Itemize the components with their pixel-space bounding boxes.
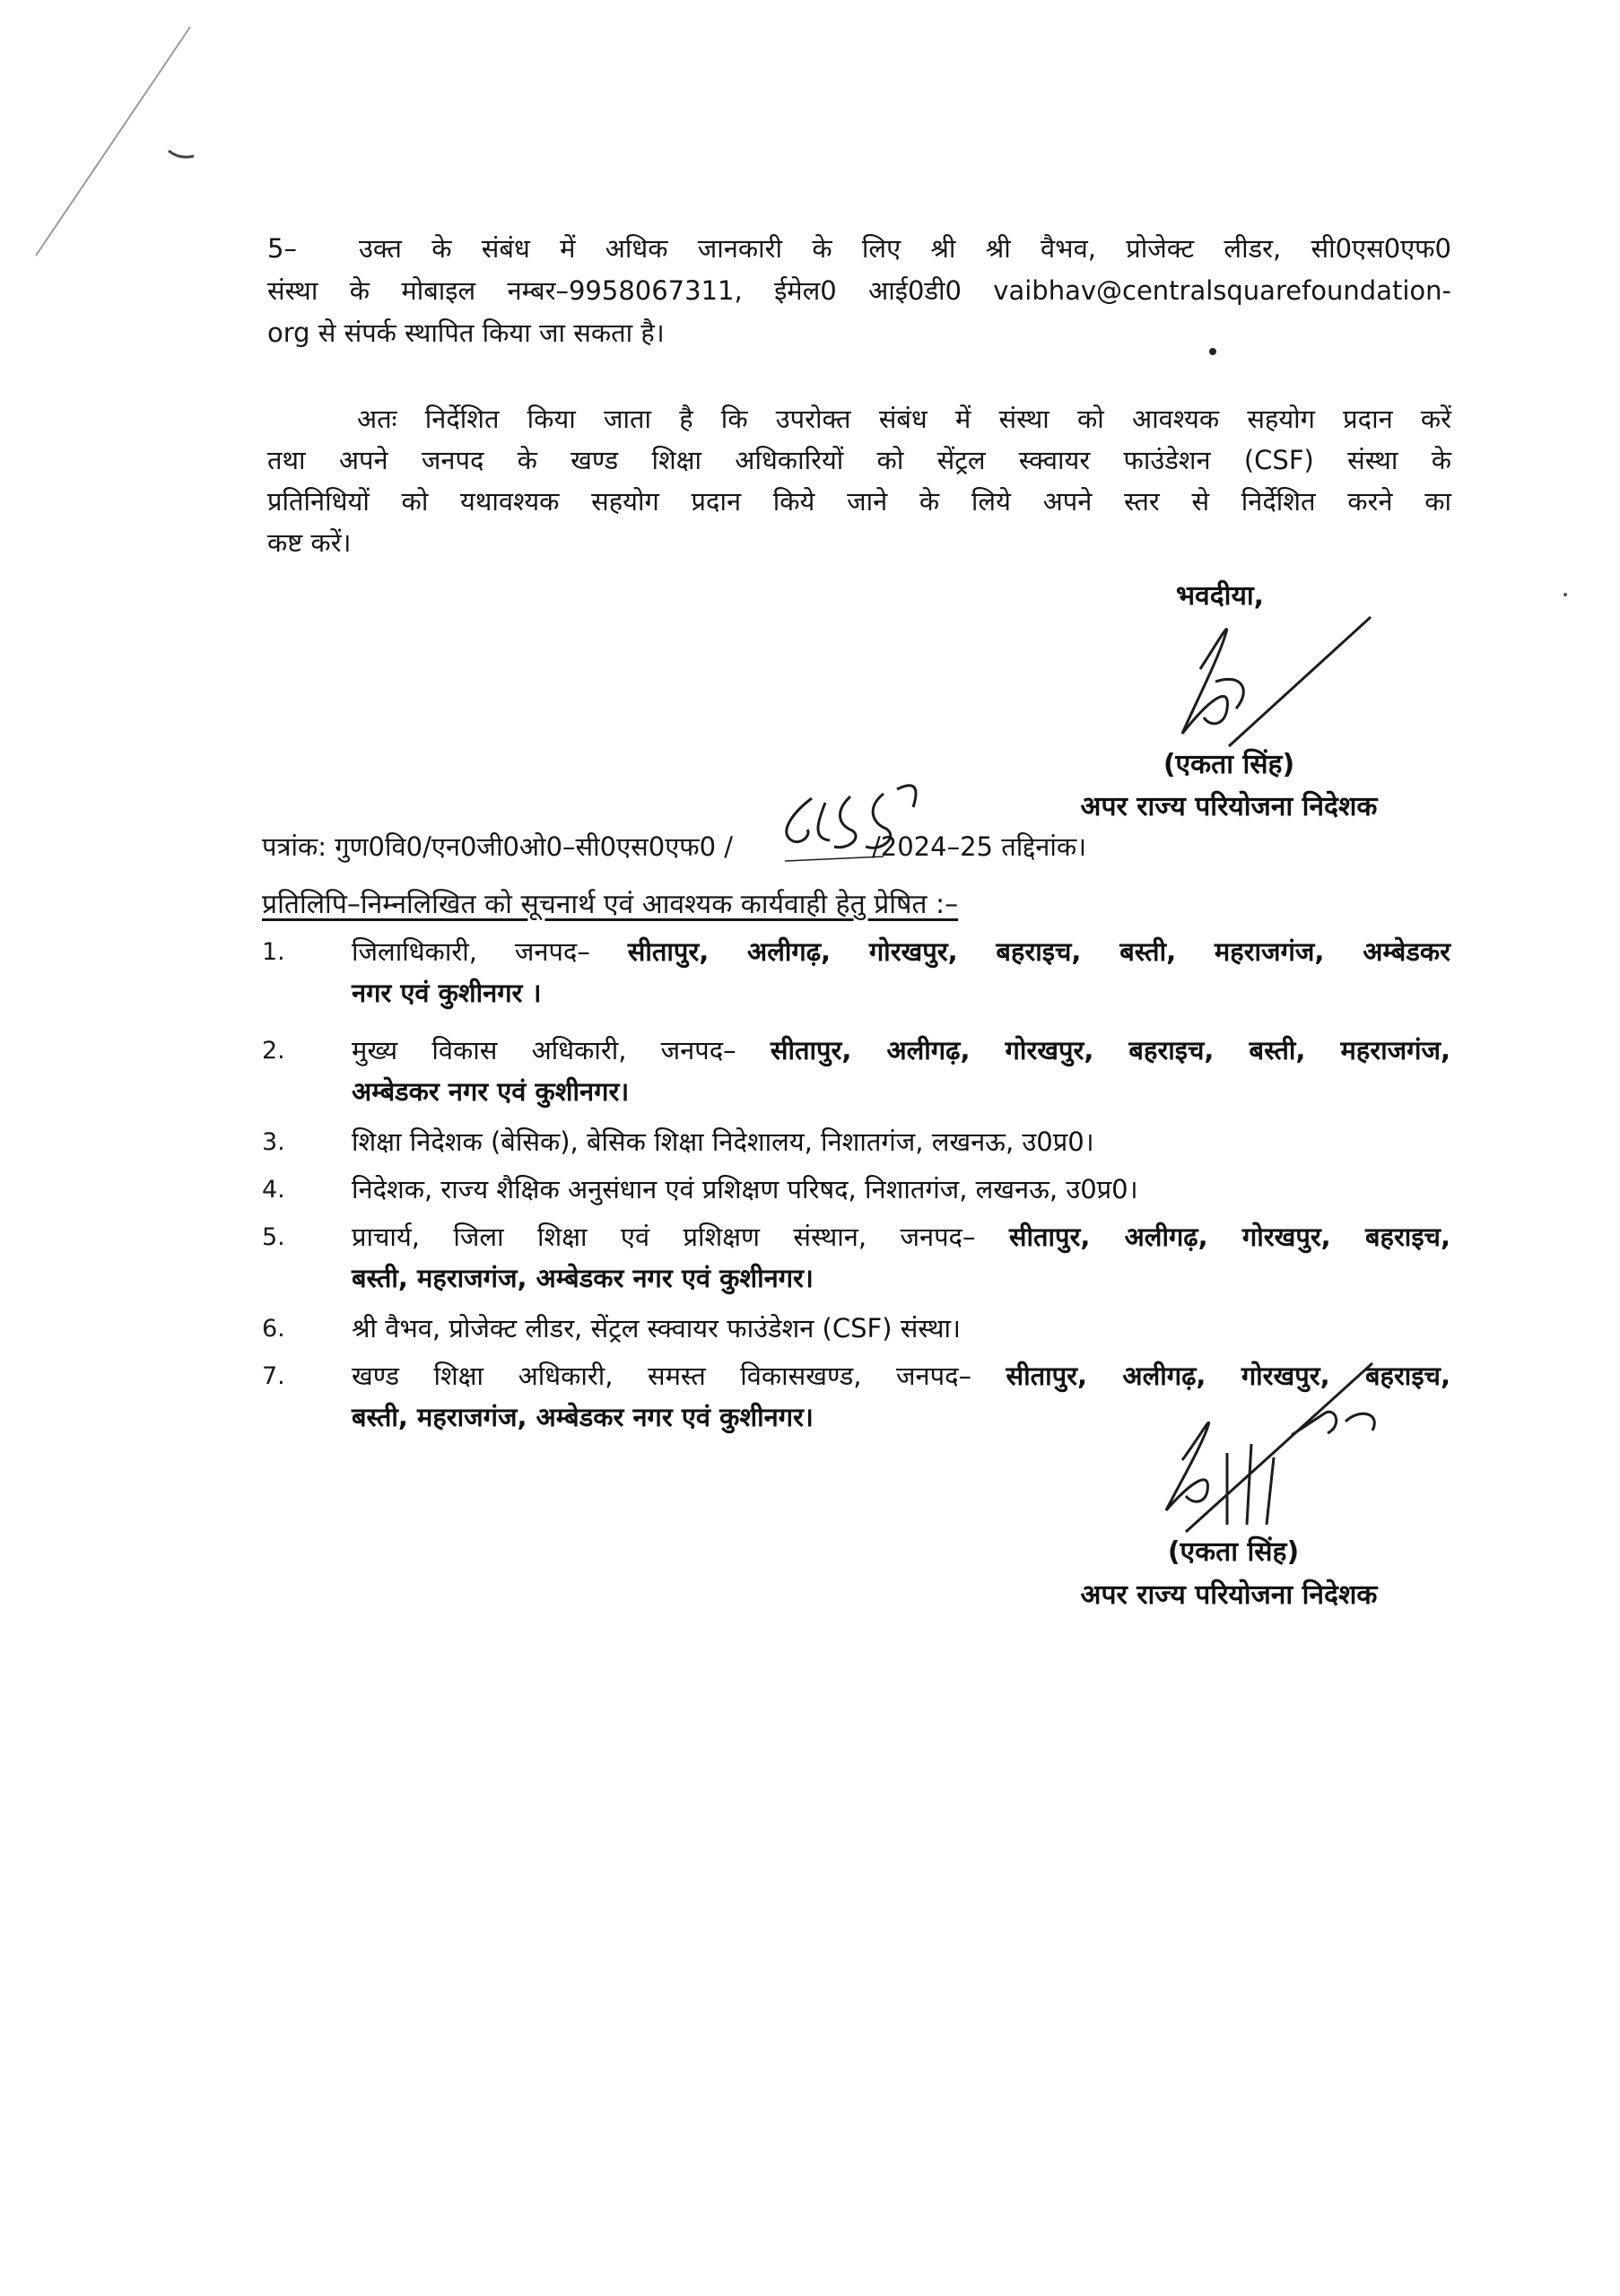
list-item: श्री वैभव, प्रोजेक्ट लीडर, सेंट्रल स्क्वायर फाउंडेशन (CSF) संस्था। bbox=[352, 1313, 962, 1344]
closing-text: भवदीया, bbox=[1175, 580, 1265, 612]
signatory-designation-2: अपर राज्य परियोजना निदेशक bbox=[1080, 1579, 1378, 1611]
para6-line1: अतः निर्देशित किया जाता है कि उपरोक्त संबंध में संस्था को आवश्यक सहयोग प्रदान करें bbox=[357, 404, 1451, 434]
para5-line1: उक्त के संबंध में अधिक जानकारी के लिए श्री श्री वैभव, प्रोजेक्ट लीडर, सी0एस0एफ0 bbox=[359, 233, 1451, 264]
reference-prefix: पत्रांक: गुण0वि0/एन0जी0ओ0–सी0एस0एफ0 / bbox=[262, 831, 734, 862]
list-number: 1. bbox=[262, 938, 285, 966]
signature-stroke bbox=[1166, 1422, 1209, 1510]
list-number: 2. bbox=[262, 1037, 285, 1065]
list-number: 6. bbox=[262, 1315, 285, 1343]
list-number: 5. bbox=[262, 1223, 285, 1251]
item-districts-cont: नगर एवं कुशीनगर । bbox=[352, 978, 542, 1008]
signature-date-scribble bbox=[1227, 1412, 1374, 1525]
item-districts: सीतापुर, अलीगढ़, गोरखपुर, बहराइच, बस्ती, महराजगंज, bbox=[770, 1035, 1450, 1065]
signature-slash bbox=[1186, 1363, 1372, 1532]
item-districts-cont: अम्बेडकर नगर एवं कुशीनगर। bbox=[352, 1076, 630, 1107]
item-lead: जिलाधिकारी, जनपद– bbox=[352, 936, 628, 967]
item-districts: सीतापुर, अलीगढ़, गोरखपुर, बहराइच, bbox=[1008, 1222, 1450, 1252]
para5-line2: संस्था के मोबाइल नम्बर–9958067311, ईमेल0 आई0डी0 vaibhav@centralsquarefoundation- bbox=[267, 275, 1451, 306]
item-districts: सीतापुर, अलीगढ़, गोरखपुर, बहराइच, bbox=[1006, 1361, 1450, 1391]
para6-line3: प्रतिनिधियों को यथावश्यक सहयोग प्रदान किये जाने के लिये अपने स्तर से निर्देशित करने का bbox=[267, 486, 1451, 517]
item-lead: खण्ड शिक्षा अधिकारी, समस्त विकासखण्ड, जनपद– bbox=[352, 1361, 1006, 1391]
para6-line4: कष्ट करें। bbox=[267, 527, 352, 558]
list-number: 4. bbox=[262, 1176, 285, 1204]
list-item: शिक्षा निदेशक (बेसिक), बेसिक शिक्षा निदेशालय, निशातगंज, लखनऊ, उ0प्र0। bbox=[352, 1126, 1094, 1157]
list-item: निदेशक, राज्य शैक्षिक अनुसंधान एवं प्रशिक्षण परिषद, निशातगंज, लखनऊ, उ0प्र0। bbox=[352, 1174, 1138, 1205]
copy-heading: प्रतिलिपि–निम्नलिखित को सूचनार्थ एवं आवश्यक कार्यवाही हेतु प्रेषित :– bbox=[262, 889, 959, 920]
list-number: 3. bbox=[262, 1128, 285, 1156]
item-districts: सीतापुर, अलीगढ़, गोरखपुर, बहराइच, बस्ती, महराजगंज, अम्बेडकर bbox=[627, 936, 1450, 967]
signatory-name-2: (एकता सिंह) bbox=[1167, 1536, 1300, 1568]
item-lead: प्राचार्य, जिला शिक्षा एवं प्रशिक्षण संस्थान, जनपद– bbox=[352, 1222, 1009, 1252]
reference-suffix: /2024–25 तद्दिनांक। bbox=[872, 831, 1087, 862]
item-districts-cont: बस्ती, महराजगंज, अम्बेडकर नगर एवं कुशीनगर। bbox=[352, 1263, 814, 1293]
signatory-designation: अपर राज्य परियोजना निदेशक bbox=[1080, 791, 1378, 822]
list-number: 7. bbox=[262, 1362, 285, 1390]
signatory-name: (एकता सिंह) bbox=[1163, 749, 1295, 780]
para6-line2: तथा अपने जनपद के खण्ड शिक्षा अधिकारियों को सेंट्रल स्क्वायर फाउंडेशन (CSF) संस्था के bbox=[267, 445, 1451, 475]
para5-line3: org से संपर्क स्थापित किया जा सकता है। bbox=[267, 317, 665, 348]
item-districts-cont: बस्ती, महराजगंज, अम्बेडकर नगर एवं कुशीनगर। bbox=[352, 1402, 814, 1432]
para5-number: 5– bbox=[267, 233, 297, 264]
item-lead: मुख्य विकास अधिकारी, जनपद– bbox=[352, 1035, 771, 1065]
